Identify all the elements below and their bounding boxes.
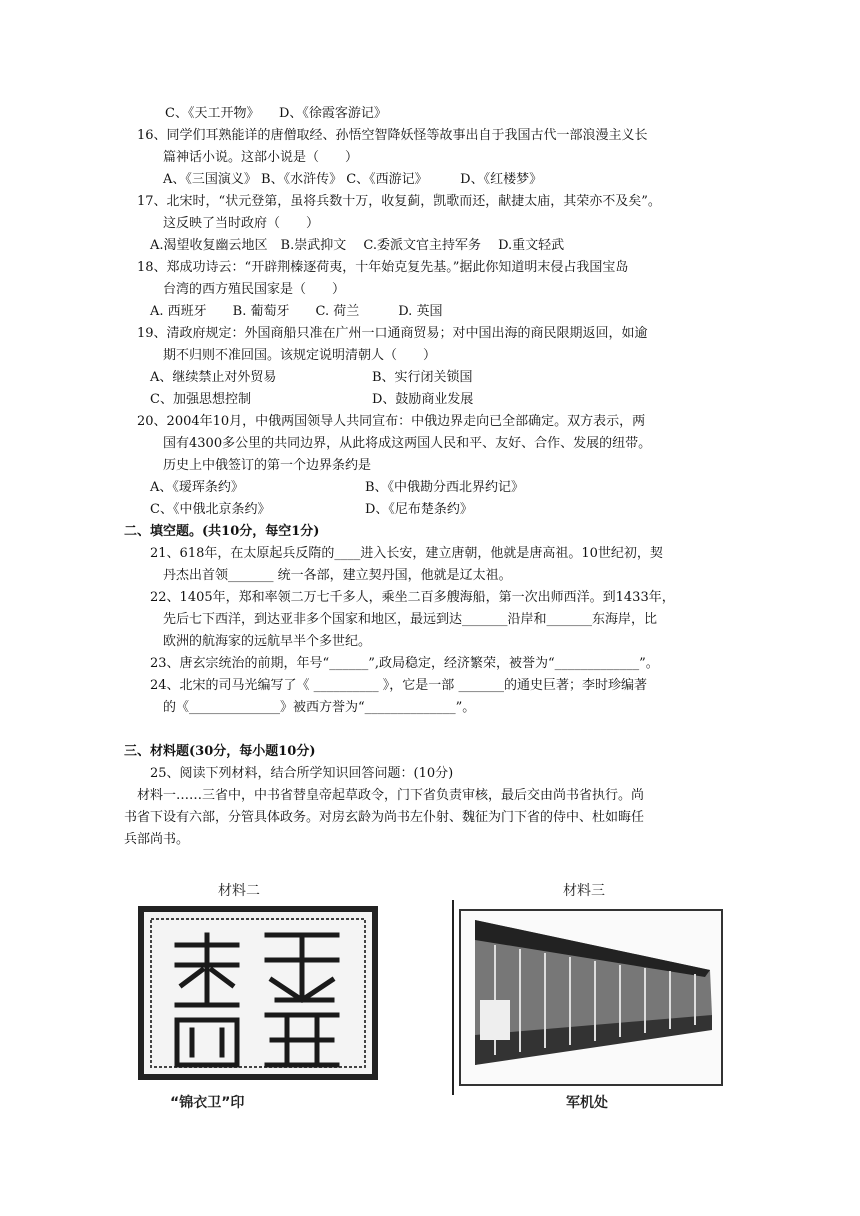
- q17-stem: 17、北宋时，“状元登第，虽将兵数十万，收复蓟，凯歌而还，献捷太庙，其荣亦不及矣”。: [137, 194, 661, 209]
- section3-heading: 三、材料题(30分，每小题10分): [124, 744, 316, 759]
- q20-stem: 20、2004年10月，中俄两国领导人共同宣布：中俄边界走向已全部确定。双方表示，两: [137, 414, 646, 429]
- q16-stem: 16、同学们耳熟能详的唐僧取经、孙悟空智降妖怪等故事出自于我国古代一部浪漫主义长: [137, 128, 648, 143]
- q18-stem: 18、郑成功诗云：“开辟荆榛逐荷夷，十年始克复先基。”据此你知道明末侵占我国宝岛: [137, 260, 629, 275]
- q24-stem-cont: 的《______________》被西方誉为“______________”。: [163, 700, 476, 715]
- q19-option-c: C、加强思想控制: [150, 392, 251, 407]
- q25-stem: 25、阅读下列材料，结合所学知识回答问题：(10分): [150, 766, 454, 781]
- q18-stem-cont: 台湾的西方殖民国家是（ ）: [163, 282, 346, 297]
- q21-stem: 21、618年，在太原起兵反隋的____进入长安，建立唐朝，他就是唐高祖。10世纪初，契: [150, 546, 663, 561]
- material2-title: 材料二: [218, 883, 260, 899]
- q22-stem-cont: 先后七下西洋，到达亚非多个国家和地区，最远到达_______沿岸和_______东海岸，比: [163, 612, 658, 627]
- q20-stem-cont: 国有4300多公里的共同边界，从此将成这两国人民和平、友好、合作、发展的纽带。: [163, 436, 652, 451]
- q19-option-d: D、鼓励商业发展: [372, 392, 474, 407]
- seal-caption: “锦衣卫”印: [170, 1095, 245, 1111]
- q20-option-a: A、《瑷珲条约》: [150, 480, 244, 495]
- q22-stem-cont2: 欧洲的航海家的远航早半个多世纪。: [163, 634, 372, 649]
- q21-stem-cont: 丹杰出首领_______ 统一各部，建立契丹国，他就是辽太祖。: [163, 568, 512, 583]
- junjichu-photo-image: [450, 905, 732, 1090]
- q19-option-a: A、继续禁止对外贸易: [150, 370, 277, 385]
- material1-text-cont2: 兵部尚书。: [124, 832, 190, 847]
- q20-option-c: C、《中俄北京条约》: [150, 502, 271, 517]
- q22-stem: 22、1405年，郑和率领二万七千多人，乘坐二百多艘海船，第一次出师西洋。到1433年，: [150, 590, 675, 605]
- q19-stem: 19、清政府规定：外国商船只准在广州一口通商贸易；对中国出海的商民限期返回，如逾: [137, 326, 648, 341]
- q20-stem-cont2: 历史上中俄签订的第一个边界条约是: [163, 458, 372, 473]
- material1-text: 材料一……三省中，中书省替皇帝起草政令，门下省负责审核，最后交由尚书省执行。尚: [137, 788, 645, 803]
- q16-options: A、《三国演义》 B、《水浒传》 C、《西游记》 D、《红楼梦》: [163, 172, 543, 187]
- q19-option-b: B、实行闭关锁国: [372, 370, 473, 385]
- section2-heading: 二、填空题。(共10分，每空1分): [124, 524, 320, 539]
- q18-options: A. 西班牙 B. 葡萄牙 C. 荷兰 D. 英国: [150, 304, 443, 319]
- seal-text: 錦衣衛印: [245, 1000, 271, 1007]
- material1-text-cont: 书省下设有六部，分管具体政务。对房玄龄为尚书左仆射、魏征为门下省的侍中、杜如晦任: [124, 810, 645, 825]
- jinyiwei-seal-image: [137, 905, 379, 1081]
- material3-title: 材料三: [563, 883, 605, 899]
- q19-stem-cont: 期不归则不准回国。该规定说明清朝人（ ）: [163, 348, 437, 363]
- q17-options: A.渴望收复幽云地区 B.崇武抑文 C.委派文官主持军务 D.重文轻武: [150, 238, 565, 253]
- q16-stem-cont: 篇神话小说。这部小说是（ ）: [163, 150, 359, 165]
- q15-options-cd: C、《天工开物》 D、《徐霞客游记》: [165, 106, 387, 121]
- q17-stem-cont: 这反映了当时政府（ ）: [163, 216, 320, 231]
- photo-caption: 军机处: [566, 1095, 608, 1111]
- q20-option-b: B、《中俄勘分西北界约记》: [365, 480, 525, 495]
- q23-stem: 23、唐玄宗统治的前期，年号“______”,政局稳定，经济繁荣，被誉为“_____________”。: [150, 656, 659, 671]
- q20-option-d: D、《尼布楚条约》: [365, 502, 473, 517]
- q24-stem: 24、北宋的司马光编写了《 __________ 》，它是一部 _______的通史巨著；李时珍编著: [150, 678, 647, 693]
